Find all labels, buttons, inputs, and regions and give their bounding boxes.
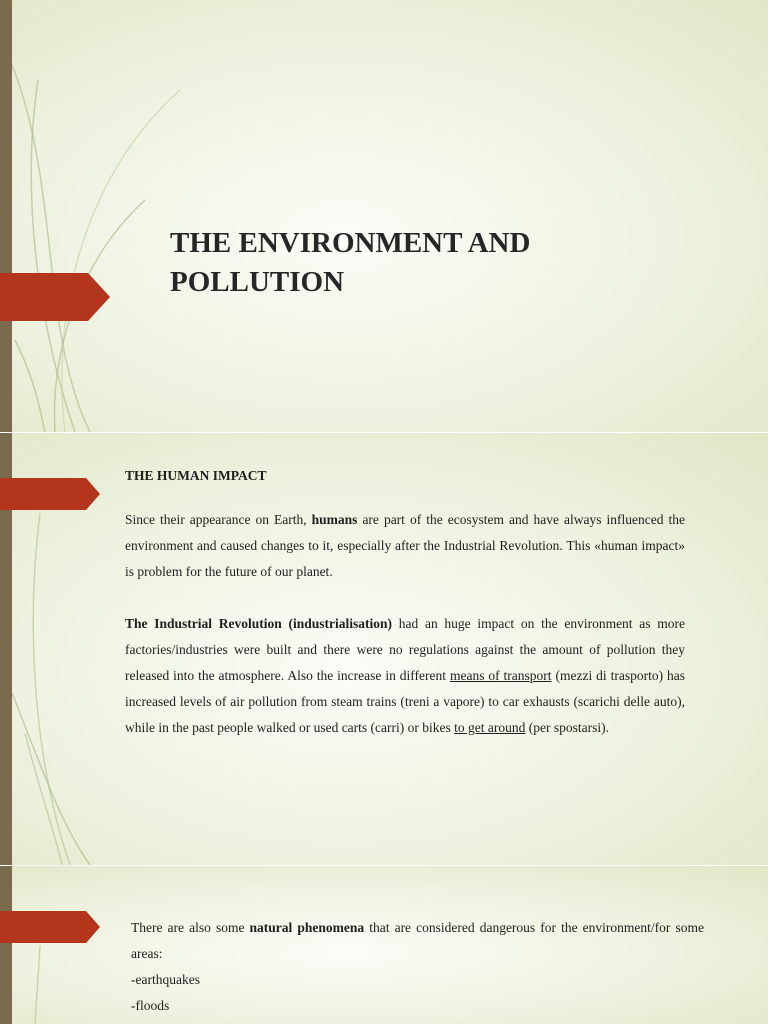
side-bar [0,866,12,1024]
natural-phenomena-slide [0,866,768,1024]
title-line-2: POLLUTION [170,266,345,298]
section-arrow-marker [0,911,100,943]
human-impact-slide [0,433,768,865]
slide-title [170,224,690,302]
title-slide [0,0,768,432]
list-item: -earthquakes [131,972,200,987]
section-arrow-marker [0,478,100,510]
section-heading: THE HUMAN IMPACT [125,468,267,483]
side-bar [0,0,12,432]
title-arrow-marker [0,273,110,321]
paragraph-human-impact: Since their appearance on Earth, humans are part of the ecosystem and have always influenced the environment and caused changes to it, especially after the Industrial Revolution. This «human impact» is problem for the future of our planet. [125,512,685,579]
decorative-curves [0,0,200,432]
slide-content [131,915,704,1019]
title-line-1: THE ENVIRONMENT AND [170,227,531,259]
list-item: -floods [131,998,170,1013]
slide-content [125,463,685,741]
paragraph-natural-phenomena: There are also some natural phenomena that are considered dangerous for the environment/for some areas: [131,920,704,961]
paragraph-industrial-revolution: The Industrial Revolution (industrialisation) had an huge impact on the environment as more factories/industries were built and there were no regulations against the amount of pollution they released into the atmosphere. Also the increase in different means of transport (mezzi di trasporto) has increased levels of air pollution from steam trains (treni a vapore) to car exhausts (scarichi delle auto), while in the past people walked or used carts (carri) or bikes to get around (per spostarsi). [125,616,686,735]
